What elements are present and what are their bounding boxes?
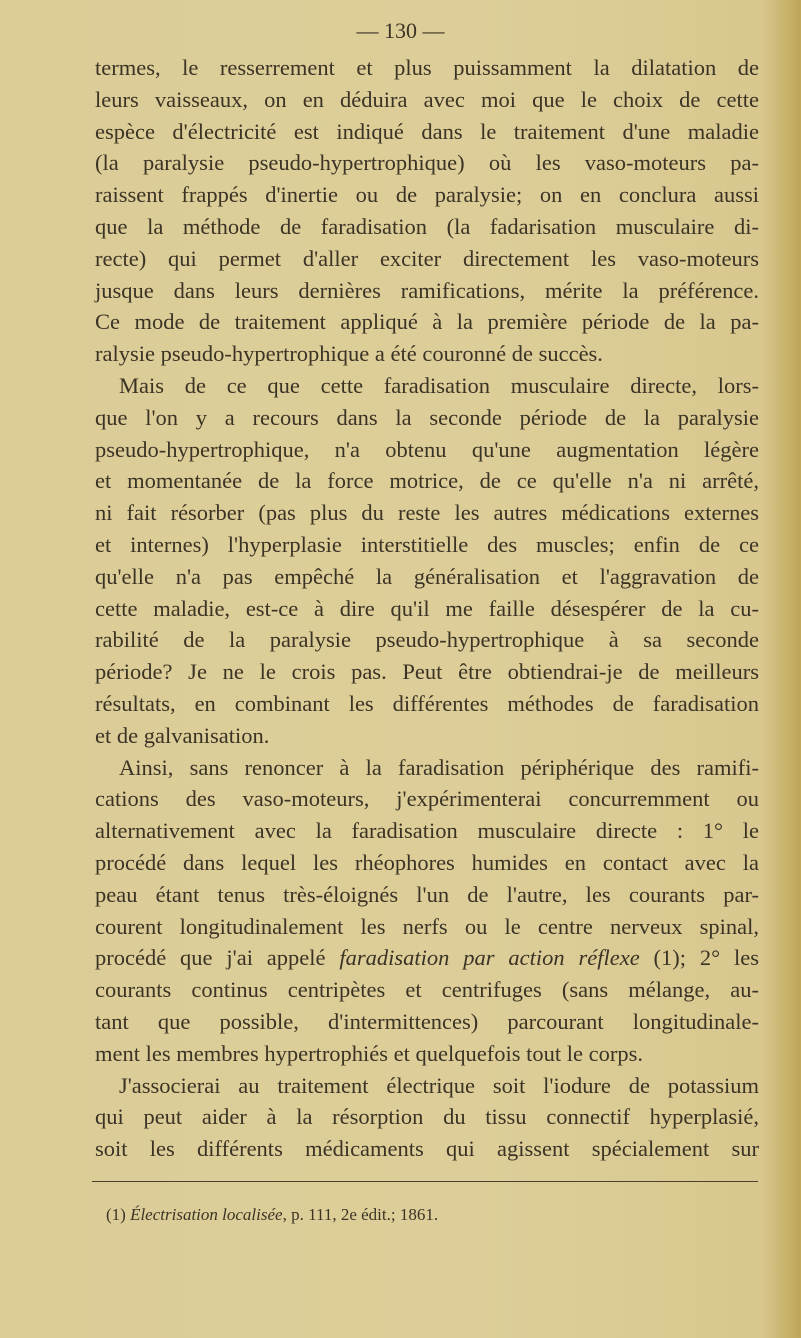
text-line [95, 911, 759, 943]
footnote-title: Électrisation localisée [130, 1205, 283, 1224]
text-line [95, 52, 759, 84]
text-line [95, 306, 759, 338]
text-line [95, 1038, 759, 1070]
footnote [106, 1205, 438, 1225]
text-line-content: termes, le resserrement et plus puissamment la dilatation de [95, 55, 759, 80]
text-line [95, 688, 759, 720]
text-line-content: tant que possible, d'intermittences) parcourant longitudinale- [95, 1008, 759, 1034]
text-line [95, 1101, 759, 1133]
text-line [95, 561, 759, 593]
page-number: — 130 — [356, 18, 445, 43]
text-line-content: soit les différents médicaments qui agissent spécialement sur [95, 1136, 759, 1162]
text-line [95, 147, 759, 179]
text-line [95, 275, 759, 307]
text-line-content: qu'elle n'a pas empêché la généralisation et l'aggravation de [95, 563, 759, 589]
text-line-content: raissent frappés d'inertie ou de paralysie; on en conclura aussi [95, 182, 759, 208]
text-line [95, 593, 759, 625]
text-line-content: Mais de ce que cette faradisation musculaire directe, lors- [119, 372, 759, 398]
text-line [95, 402, 759, 434]
text-line [95, 529, 759, 561]
text-line [95, 752, 759, 784]
text-line-content: et de galvanisation. [95, 722, 270, 748]
text-line-content: Ainsi, sans renoncer à la faradisation périphérique des ramifi- [119, 754, 759, 780]
text-line [95, 338, 759, 370]
text-line-content: et momentanée de la force motrice, de ce qu'elle n'a ni arrêté, [95, 468, 759, 494]
text-line-content: cette maladie, est-ce à dire qu'il me faille désespérer de la cu- [95, 595, 759, 621]
text-line [95, 624, 759, 656]
text-line-content: jusque dans leurs dernières ramifications, mérite la préférence. [95, 277, 759, 303]
text-line-content: alternativement avec la faradisation musculaire directe : 1° le [95, 818, 759, 844]
text-line [95, 497, 759, 529]
footnote-marker: (1) [106, 1205, 126, 1224]
emphasis: faradisation par action réflexe [339, 945, 640, 971]
text-line-after: (1); 2° les [639, 945, 759, 971]
text-line-content: période? Je ne le crois pas. Peut être obtiendrai-je de meilleurs [95, 659, 759, 685]
text-line [95, 879, 759, 911]
text-line-content: cations des vaso-moteurs, j'expérimenterai concurremment ou [95, 786, 759, 812]
text-line-content: et internes) l'hyperplasie interstitielle des muscles; enfin de ce [95, 531, 759, 557]
text-line-content: peau étant tenus très-éloignés l'un de l'autre, les courants par- [95, 881, 759, 907]
text-line [95, 942, 759, 974]
footnote-divider [92, 1181, 758, 1182]
text-line-content: ralysie pseudo-hypertrophique a été couronné de succès. [95, 341, 603, 367]
text-line-content: ment les membres hypertrophiés et quelquefois tout le corps. [95, 1040, 643, 1066]
text-line [95, 847, 759, 879]
text-line [95, 783, 759, 815]
text-line [95, 116, 759, 148]
text-line-content: résultats, en combinant les différentes méthodes de faradisation [95, 690, 759, 716]
text-line [95, 1133, 759, 1165]
text-line-content: rabilité de la paralysie pseudo-hypertrophique à sa seconde [95, 627, 759, 653]
text-line [95, 434, 759, 466]
text-line [95, 974, 759, 1006]
text-line-content: que l'on y a recours dans la seconde période de la paralysie [95, 404, 759, 430]
text-line-content: courent longitudinalement les nerfs ou le centre nerveux spinal, [95, 913, 759, 939]
text-line-content: recte) qui permet d'aller exciter directement les vaso-moteurs [95, 245, 759, 271]
text-line [95, 1070, 759, 1102]
text-line [95, 84, 759, 116]
text-line-content: procédé que j'ai appelé [95, 945, 326, 971]
text-line-content: pseudo-hypertrophique, n'a obtenu qu'une augmentation légère [95, 436, 759, 462]
text-line-content: espèce d'électricité est indiqué dans le traitement d'une maladie [95, 118, 759, 144]
text-line [95, 211, 759, 243]
body-text [95, 52, 759, 1165]
text-line [95, 720, 759, 752]
text-line [95, 370, 759, 402]
text-line [95, 815, 759, 847]
text-line [95, 179, 759, 211]
text-line [95, 1006, 759, 1038]
text-line-content: (la paralysie pseudo-hypertrophique) où les vaso-moteurs pa- [95, 150, 759, 176]
footnote-rest: , p. 111, 2e édit.; 1861. [282, 1205, 439, 1224]
text-line [95, 656, 759, 688]
text-line [95, 465, 759, 497]
text-line-content: Ce mode de traitement appliqué à la première période de la pa- [95, 309, 759, 335]
text-line-content: ni fait résorber (pas plus du reste les autres médications externes [95, 500, 759, 526]
text-line-content: que la méthode de faradisation (la fadarisation musculaire di- [95, 213, 759, 239]
text-line-content: J'associerai au traitement électrique soit l'iodure de potassium [119, 1072, 759, 1098]
text-line-content: procédé dans lequel les rhéophores humides en contact avec la [95, 849, 759, 875]
text-line-content: courants continus centripètes et centrifuges (sans mélange, au- [95, 977, 759, 1003]
text-line-content: leurs vaisseaux, on en déduira avec moi que le choix de cette [95, 86, 759, 112]
text-line-content: qui peut aider à la résorption du tissu connectif hyperplasié, [95, 1104, 759, 1130]
text-line [95, 243, 759, 275]
